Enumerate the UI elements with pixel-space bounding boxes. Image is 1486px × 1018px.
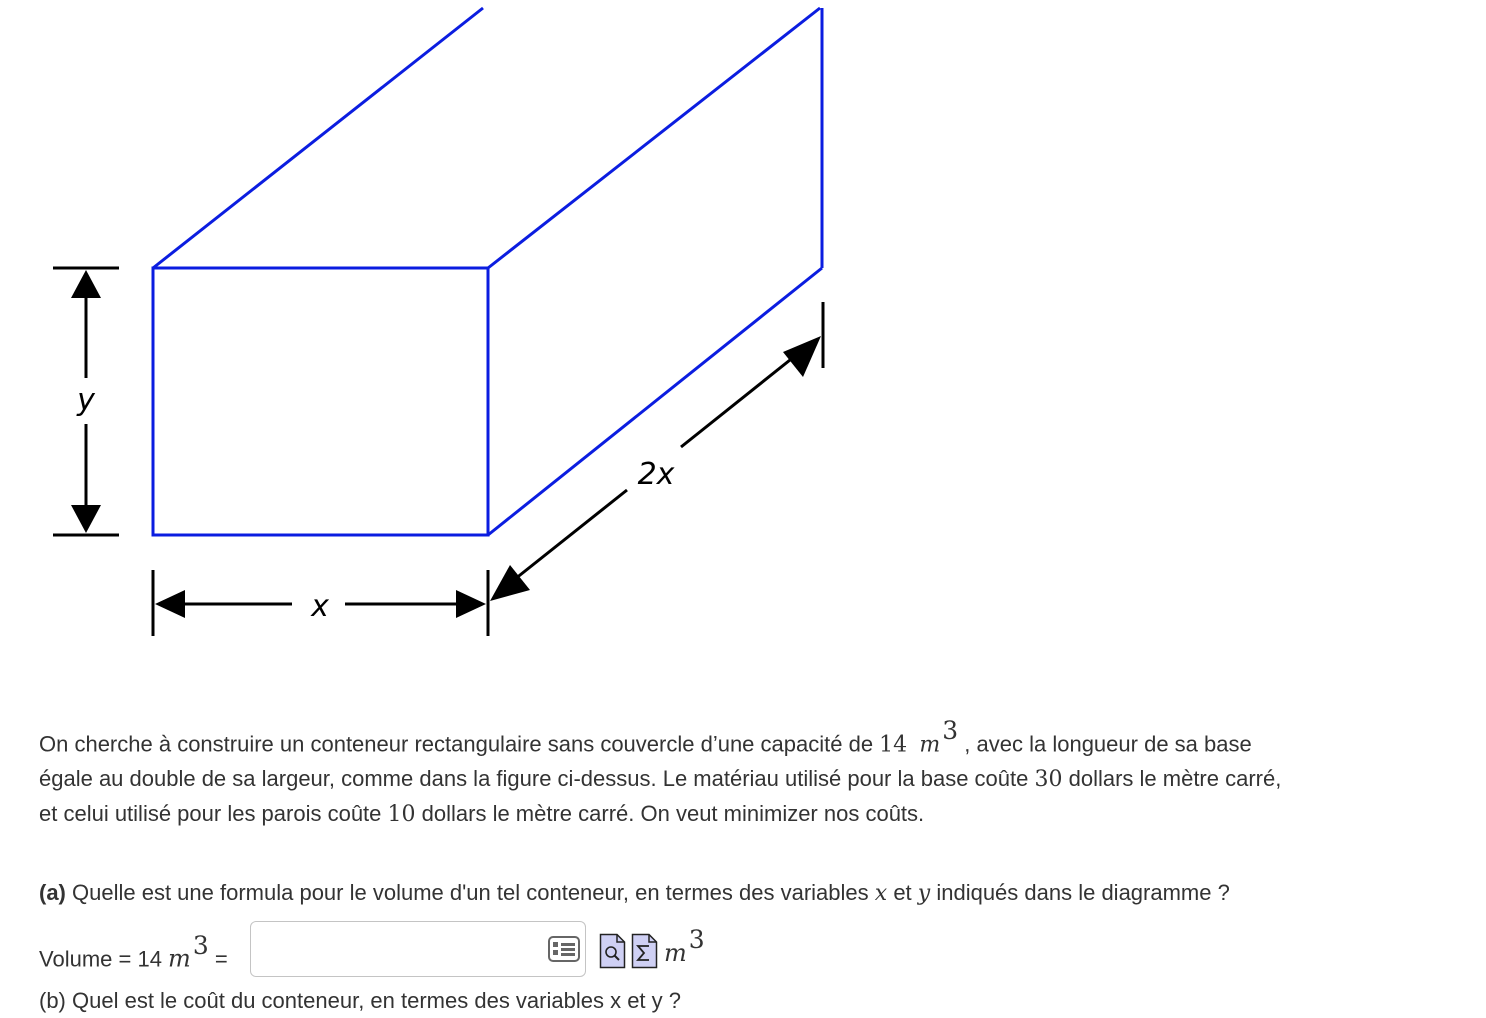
- volume-unit: $m^3$: [664, 925, 705, 967]
- wall-cost-value: 10: [387, 802, 416, 828]
- problem-line-3: et celui utilisé pour les parois coûte 10 dollars le mètre carré. On veut minimizer nos coûts.: [39, 801, 925, 828]
- question-b-partial: (b) Quel est le coût du conteneur, en termes des variables x et y ?: [39, 988, 682, 1013]
- question-a: (a) Quelle est une formula pour le volume d'un tel conteneur, en termes des variables x et y indiqués dans le diagramme ?: [39, 880, 1230, 906]
- 2x-label: 2x: [637, 457, 675, 492]
- top-left-depth-edge: [153, 8, 483, 268]
- x-label: x: [311, 589, 329, 624]
- equation-editor-icon[interactable]: [631, 933, 658, 969]
- depth-dimension: [490, 302, 823, 601]
- top-right-depth-edge: [488, 8, 820, 268]
- var-y: y: [917, 881, 931, 906]
- y-label: y: [77, 383, 95, 418]
- container-diagram: [0, 0, 900, 660]
- volume-label: Volume = 14 $m^3$ =: [39, 931, 228, 973]
- question-a-tag: (a): [39, 880, 66, 905]
- problem-line-2: égale au double de sa largeur, comme dans la figure ci-dessus. Le matériau utilisé pour la base coûte 30 dollars le mètre carré,: [39, 766, 1282, 793]
- front-face: [153, 268, 488, 535]
- volume-answer-input[interactable]: [250, 921, 586, 977]
- box-edges: [153, 8, 822, 535]
- keyboard-icon[interactable]: [548, 936, 580, 962]
- base-cost-value: 30: [1034, 767, 1063, 793]
- capacity-value: 14: [879, 732, 908, 758]
- unit-exponent: 3: [942, 716, 959, 745]
- bottom-right-depth-edge: [488, 268, 822, 535]
- unit-m: m: [919, 732, 941, 758]
- preview-icon[interactable]: [599, 933, 626, 969]
- problem-statement: [39, 718, 1419, 832]
- problem-line-1: On cherche à construire un conteneur rectangulaire sans couvercle d’une capacité de 14 $m^3$ , avec la longueur de sa base: [39, 716, 1252, 758]
- var-x: x: [874, 881, 888, 906]
